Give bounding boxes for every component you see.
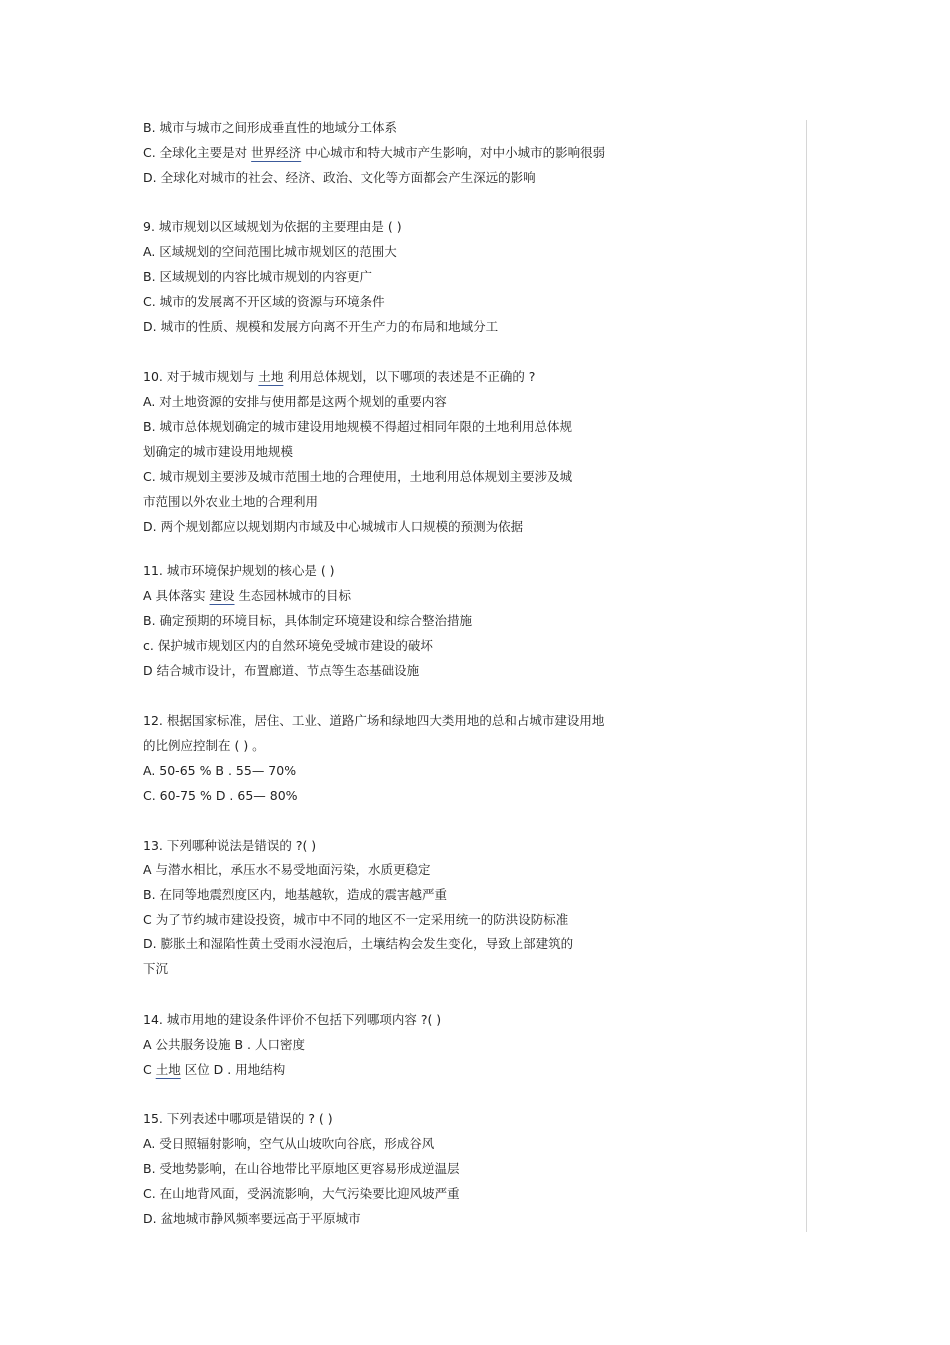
text-line (143, 1136, 434, 1152)
text-line (143, 563, 335, 579)
line-text: D. 两个规划都应以规划期内市域及中心城城市人口规模的预测为依据 (143, 519, 524, 534)
line-text: D 结合城市设计，布置廊道、节点等生态基础设施 (143, 663, 420, 678)
line-text: A. 受日照辐射影响，空气从山坡吹向谷底，形成谷风 (143, 1136, 435, 1151)
text-line (143, 170, 536, 186)
line-text: 市范围以外农业土地的合理利用 (143, 494, 319, 509)
line-text: 的比例应控制在 ( ) 。 (143, 738, 265, 753)
line-text: A. 区域规划的空间范围比城市规划区的范围大 (143, 244, 397, 259)
line-text: C (143, 1062, 156, 1077)
text-line (143, 862, 431, 878)
line-text: 中心城市和特大城市产生影响，对中小城市的影响很弱 (301, 145, 606, 160)
line-text: B. 在同等地震烈度区内，地基越软，造成的震害越严重 (143, 887, 448, 902)
text-line (143, 1012, 441, 1028)
text-line (143, 394, 447, 410)
text-line (143, 294, 385, 310)
text-line (143, 145, 605, 161)
line-text: C. 城市的发展离不开区域的资源与环境条件 (143, 294, 385, 309)
text-line (143, 319, 498, 335)
text-line (143, 369, 535, 385)
underlined-term: 建设 (209, 588, 235, 603)
line-text: 区位 D . 用地结构 (180, 1062, 286, 1077)
line-text: D. 城市的性质、规模和发展方向离不开生产力的布局和地域分工 (143, 319, 499, 334)
line-text: 12. 根据国家标准，居住、工业、道路广场和绿地四大类用地的总和占城市建设用地 (143, 713, 605, 728)
line-text: D. 膨胀土和湿陷性黄土受雨水浸泡后，土壤结构会发生变化，导致上部建筑的 (143, 936, 574, 951)
text-line (143, 494, 318, 510)
margin-rule (806, 120, 807, 1232)
text-line (143, 663, 419, 679)
line-text: D. 全球化对城市的社会、经济、政治、文化等方面都会产生深远的影响 (143, 170, 536, 185)
line-text: 生态园林城市的目标 (234, 588, 351, 603)
line-text: D. 盆地城市静风频率要远高于平原城市 (143, 1211, 361, 1226)
line-text: 利用总体规划，以下哪项的表述是不正确的 ? (283, 369, 536, 384)
line-text: 13. 下列哪种说法是错误的 ?( ) (143, 838, 317, 853)
line-text: A. 50-65 % B . 55— 70% (143, 763, 297, 778)
text-line (143, 936, 573, 952)
text-line (143, 519, 523, 535)
line-text: C 为了节约城市建设投资，城市中不同的地区不一定采用统一的防洪设防标准 (143, 912, 569, 927)
text-line (143, 469, 572, 485)
text-line (143, 613, 472, 629)
line-text: A 与潜水相比，承压水不易受地面污染，水质更稳定 (143, 862, 431, 877)
text-line (143, 1186, 460, 1202)
underlined-term: 土地 (258, 369, 284, 384)
text-line (143, 738, 265, 754)
text-line (143, 1161, 460, 1177)
text-line (143, 244, 397, 260)
underlined-term: 世界经济 (251, 145, 302, 160)
line-text: B. 受地势影响，在山谷地带比平原地区更容易形成逆温层 (143, 1161, 460, 1176)
text-line (143, 838, 316, 854)
line-text: A 具体落实 (143, 588, 210, 603)
line-text: C. 60-75 % D . 65— 80% (143, 788, 298, 803)
line-text: B. 城市总体规划确定的城市建设用地规模不得超过相同年限的土地利用总体规 (143, 419, 573, 434)
text-line (143, 887, 447, 903)
line-text: C. 在山地背风面，受涡流影响，大气污染要比迎风坡严重 (143, 1186, 460, 1201)
line-text: 11. 城市环境保护规划的核心是 ( ) (143, 563, 335, 578)
line-text: c. 保护城市规划区内的自然环境免受城市建设的破坏 (143, 638, 433, 653)
text-line (143, 912, 568, 928)
text-line (143, 269, 372, 285)
text-line (143, 961, 168, 977)
text-line (143, 763, 296, 779)
text-line (143, 788, 298, 804)
text-line (143, 444, 293, 460)
line-text: 9. 城市规划以区域规划为依据的主要理由是 ( ) (143, 219, 402, 234)
text-line (143, 219, 402, 235)
underlined-term: 土地 (155, 1062, 181, 1077)
line-text: 划确定的城市建设用地规模 (143, 444, 294, 459)
line-text: B. 城市与城市之间形成垂直性的地域分工体系 (143, 120, 398, 135)
line-text: A. 对土地资源的安排与使用都是这两个规划的重要内容 (143, 394, 447, 409)
line-text: A 公共服务设施 B . 人口密度 (143, 1037, 305, 1052)
text-line (143, 638, 433, 654)
line-text: 10. 对于城市规划与 (143, 369, 259, 384)
text-line (143, 1211, 361, 1227)
line-text: 下沉 (143, 961, 169, 976)
text-line (143, 588, 351, 604)
text-line (143, 120, 397, 136)
line-text: B. 确定预期的环境目标，具体制定环境建设和综合整治措施 (143, 613, 473, 628)
line-text: C. 全球化主要是对 (143, 145, 252, 160)
text-line (143, 1062, 285, 1078)
line-text: B. 区域规划的内容比城市规划的内容更广 (143, 269, 373, 284)
text-line (143, 1111, 333, 1127)
line-text: 14. 城市用地的建设条件评价不包括下列哪项内容 ?( ) (143, 1012, 442, 1027)
text-line (143, 713, 604, 729)
text-line (143, 419, 572, 435)
line-text: C. 城市规划主要涉及城市范围土地的合理使用，土地利用总体规划主要涉及城 (143, 469, 573, 484)
line-text: 15. 下列表述中哪项是错误的 ? ( ) (143, 1111, 333, 1126)
text-line (143, 1037, 305, 1053)
